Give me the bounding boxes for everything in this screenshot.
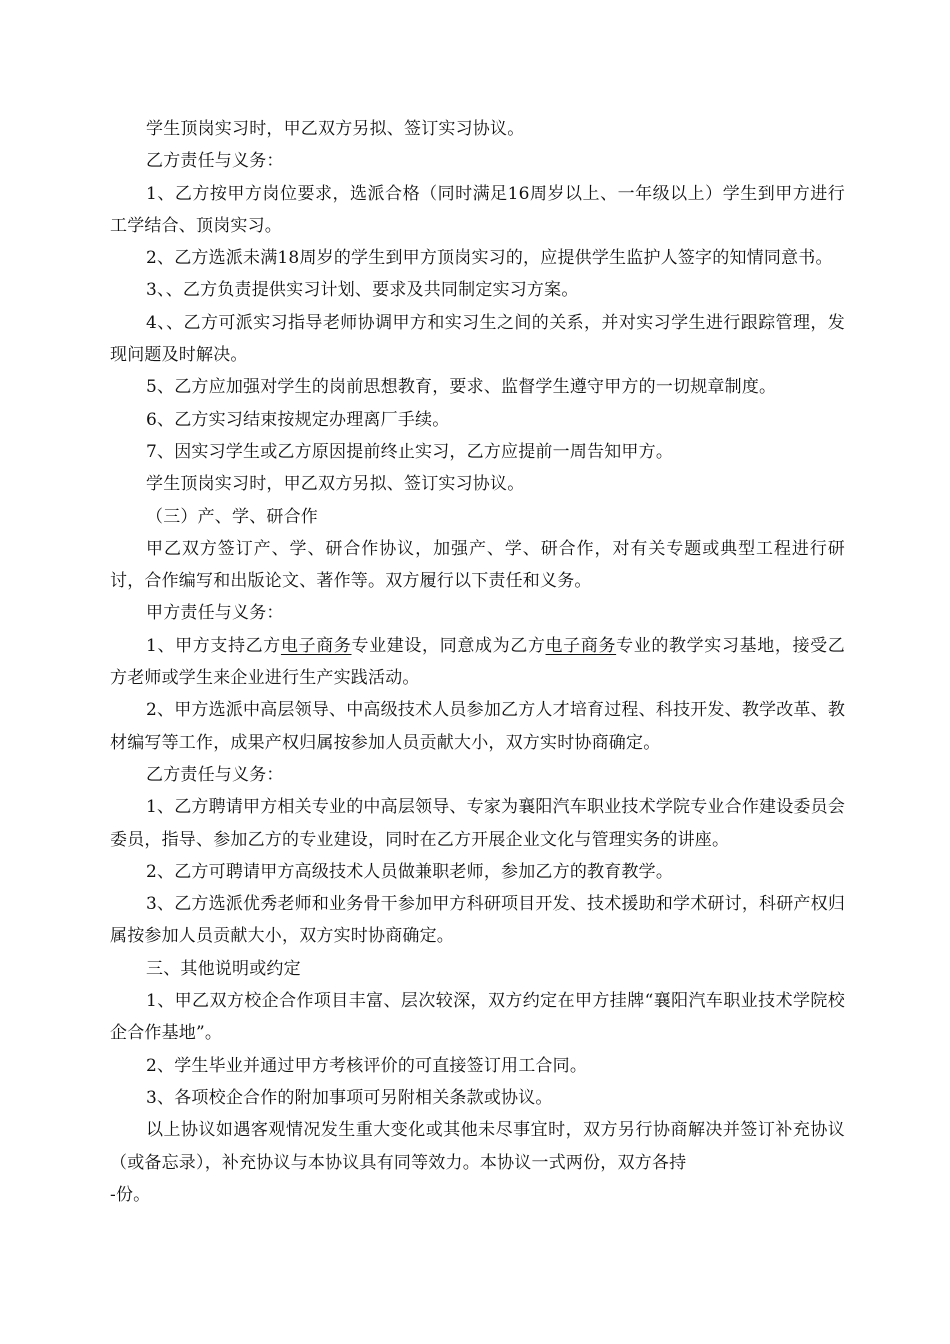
- paragraph-b-coop-duty-2: 2、乙方可聘请甲方高级技术人员做兼职老师，参加乙方的教育教学。: [146, 861, 674, 882]
- paragraph-a-duty-2: 2、甲方选派中高层领导、中高级技术人员参加乙方人才培育过程、科技开发、教学改革、教材编写等工作，成果产权归属按参加人员贡献大小，双方实时协商确定。: [110, 700, 846, 753]
- heading-party-a-duties: 甲方责任与义务：: [146, 603, 284, 624]
- major-name-underlined: 电子商务: [280, 635, 352, 656]
- document-body: [110, 113, 845, 1211]
- a-duty-1-part-3: 专业的教学实习基地，接受乙方老师或学生来企业进行生产实践活动。: [110, 635, 845, 689]
- paragraph-other-term-3: 3、各项校企合作的附加事项可另附相关条款或协议。: [146, 1087, 553, 1108]
- paragraph-internship-agreement: 学生顶岗实习时，甲乙双方另拟、签订实习协议。: [146, 119, 525, 139]
- paragraph-a-duty-1: [110, 630, 845, 695]
- heading-party-b-duties-2: 乙方责任与义务：: [146, 764, 284, 785]
- paragraph-other-term-1: 1、甲乙双方校企合作项目丰富、层次较深，双方约定在甲方挂牌“襄阳汽车职业技术学院校企合作基地”。: [110, 991, 845, 1044]
- paragraph-b-duty-4: 4、、乙方可派实习指导老师协调甲方和实习生之间的关系，并对实习学生进行跟踪管理，发现问题及时解决。: [110, 312, 845, 366]
- paragraph-b-duty-5: 5、乙方应加强对学生的岗前思想教育，要求、监督学生遵守甲方的一切规章制度。: [146, 377, 777, 398]
- paragraph-b-duty-6: 6、乙方实习结束按规定办理离厂手续。: [146, 409, 450, 430]
- paragraph-closing-tail: -份。: [110, 1184, 151, 1205]
- a-duty-1-part-2: 专业建设，同意成为乙方: [351, 635, 546, 656]
- paragraph-closing-clause: 以上协议如遇客观情况发生重大变化或其他未尽事宜时，双方另行协商解决并签订补充协议（或备忘录），补充协议与本协议具有同等效力。本协议一式两份，双方各持: [110, 1120, 845, 1173]
- paragraph-b-duty-3: 3、、乙方负责提供实习计划、要求及共同制定实习方案。: [146, 280, 579, 301]
- paragraph-b-duty-2: 2、乙方选派未满18周岁的学生到甲方顶岗实习的，应提供学生监护人签字的知情同意书。: [146, 248, 833, 269]
- heading-other-terms: 三、其他说明或约定: [146, 958, 301, 979]
- paragraph-cooperation-intro: 甲乙双方签订产、学、研合作协议，加强产、学、研合作，对有关专题或典型工程进行研讨，合作编写和出版论文、著作等。双方履行以下责任和义务。: [110, 538, 845, 592]
- paragraph-internship-agreement-repeat: 学生顶岗实习时，甲乙双方另拟、签订实习协议。: [146, 474, 525, 495]
- major-name-underlined: 电子商务: [545, 635, 617, 656]
- a-duty-1-part-1: 1、甲方支持乙方: [146, 635, 281, 656]
- paragraph-b-duty-1: 1、乙方按甲方岗位要求，选派合格（同时满足16周岁以上、一年级以上）学生到甲方进行工学结合、顶岗实习。: [110, 183, 845, 236]
- heading-industry-research-cooperation: （三）产、学、研合作: [146, 506, 318, 527]
- paragraph-b-duty-7: 7、因实习学生或乙方原因提前终止实习，乙方应提前一周告知甲方。: [146, 441, 674, 462]
- paragraph-b-coop-duty-3: 3、乙方选派优秀老师和业务骨干参加甲方科研项目开发、技术援助和学术研讨，科研产权归属按参加人员贡献大小，双方实时协商确定。: [110, 894, 846, 947]
- paragraph-b-coop-duty-1: 1、乙方聘请甲方相关专业的中高层领导、专家为襄阳汽车职业技术学院专业合作建设委员会委员，指导、参加乙方的专业建设，同时在乙方开展企业文化与管理实务的讲座。: [110, 797, 846, 850]
- heading-party-b-duties: 乙方责任与义务：: [146, 151, 284, 172]
- paragraph-other-term-2: 2、学生毕业并通过甲方考核评价的可直接签订用工合同。: [146, 1055, 588, 1076]
